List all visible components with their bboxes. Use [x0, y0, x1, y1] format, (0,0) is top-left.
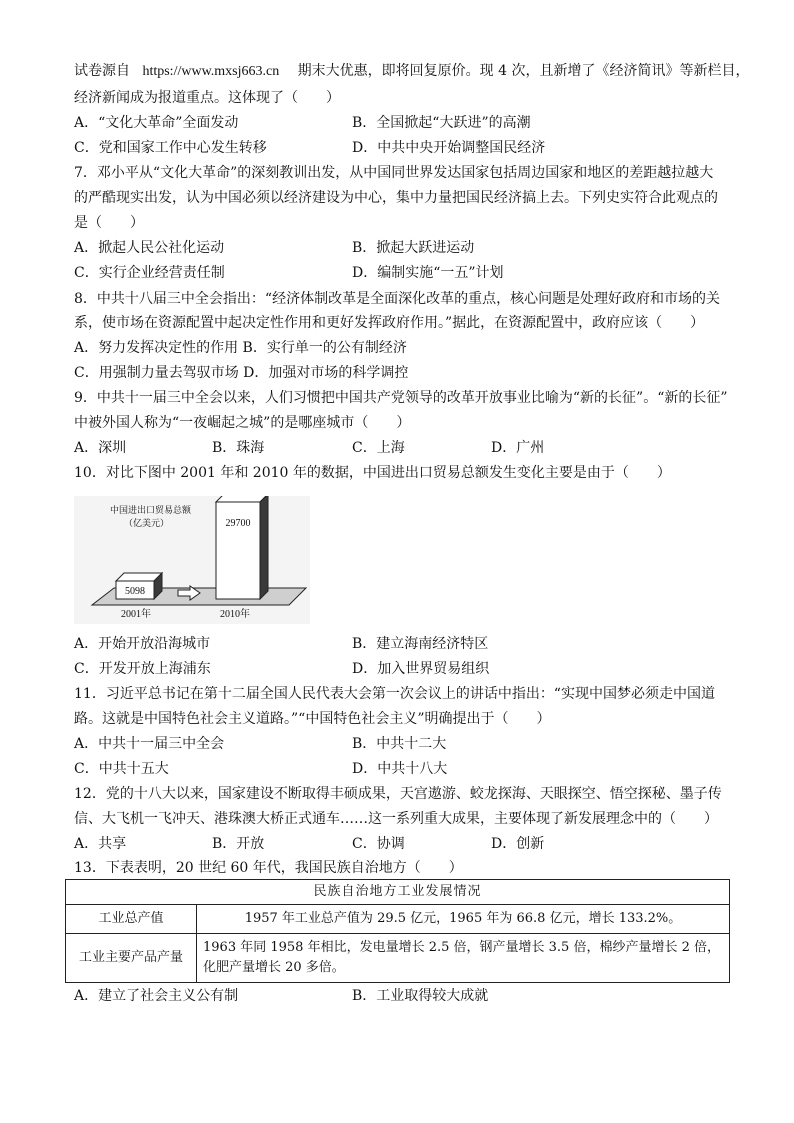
chart-unit: （亿美元）	[124, 519, 170, 529]
q7-option-a[interactable]: A．掀起人民公社化运动	[74, 240, 225, 256]
bar-value-label: 29700	[225, 517, 251, 529]
q13-option-b[interactable]: B．工业取得较大成就	[352, 988, 489, 1004]
trade-chart	[74, 496, 310, 624]
table-row	[66, 934, 730, 983]
header-line	[74, 61, 750, 82]
table-row-header: 工业总产值	[66, 905, 197, 934]
q11-option-a[interactable]: A．中共十一届三中全会	[74, 736, 225, 752]
q12-stem-line-1: 12．党的十八大以来，国家建设不断取得丰硕成果，天宫遨游、蛟龙探海、天眼探空、悟空探秘、墨子传	[74, 786, 722, 802]
q10-option-a[interactable]: A．开始开放沿海城市	[74, 636, 211, 652]
q9-stem-line-1: 9．中共十一届三中全会以来，人们习惯把中国共产党领导的改革开放事业比喻为“新的长征”。“新的长征”	[74, 390, 728, 406]
chart-title: 中国进出口贸易总额	[110, 506, 192, 516]
q11-option-c[interactable]: C．中共十五大	[74, 761, 169, 777]
q12-stem-line-2: 信、大飞机一飞冲天、港珠澳大桥正式通车……这一系列重大成果，主要体现了新发展理念中的（ ）	[74, 811, 718, 827]
table-caption: 民族自治地方工业发展情况	[66, 880, 730, 905]
q12-option-d[interactable]: D．创新	[491, 836, 545, 852]
table-row-header: 工业主要产品产量	[66, 934, 197, 983]
chart-category-label: 2001年	[121, 609, 151, 620]
industry-table	[65, 879, 730, 983]
q9-option-a[interactable]: A．深圳	[74, 440, 127, 456]
q9-stem-line-2: 中被外国人称为“一夜崛起之城”的是哪座城市（ ）	[74, 415, 411, 431]
q12-option-c[interactable]: C．协调	[352, 836, 405, 852]
q6-stem-line: 经济新闻成为报道重点。这体现了（ ）	[74, 90, 340, 106]
q11-option-b[interactable]: B．中共十二大	[352, 736, 447, 752]
q6-option-a[interactable]: A．“文化大革命”全面发动	[74, 115, 239, 131]
bar-side	[260, 496, 268, 599]
q7-stem-line-1: 7．邓小平从“文化大革命”的深刻教训出发，从中国同世界发达国家包括周边国家和地区的差距越拉越大	[74, 165, 714, 181]
chart-category-label: 2010年	[220, 609, 250, 620]
q11-stem-line-1: 11．习近平总书记在第十二届全国人民代表大会第一次会议上的讲话中指出：“实现中国梦必须走中国道	[74, 686, 715, 702]
q6-option-b[interactable]: B．全国掀起“大跃进”的高潮	[352, 115, 531, 131]
q10-option-b[interactable]: B．建立海南经济特区	[352, 636, 489, 652]
q11-option-d[interactable]: D．中共十八大	[352, 761, 448, 777]
q10-option-c[interactable]: C．开发开放上海浦东	[74, 661, 211, 677]
q12-option-a[interactable]: A．共享	[74, 836, 127, 852]
q6-option-c[interactable]: C．党和国家工作中心发生转移	[74, 140, 267, 156]
q11-stem-line-2: 路。这就是中国特色社会主义道路。”“中国特色社会主义”明确提出于（ ）	[74, 711, 551, 727]
q10-option-d[interactable]: D．加入世界贸易组织	[352, 661, 490, 677]
q8-options-ab[interactable]: A．努力发挥决定性的作用 B．实行单一的公有制经济	[74, 340, 407, 356]
q6-option-d[interactable]: D．中共中央开始调整国民经济	[352, 140, 546, 156]
q7-stem-line-2: 的严酷现实出发，认为中国必须以经济建设为中心，集中力量把国民经济搞上去。下列史实符合此观点的	[74, 190, 718, 206]
table-row	[66, 905, 730, 934]
q12-option-b[interactable]: B．开放	[212, 836, 265, 852]
table-cell: 1963 年同 1958 年相比，发电量增长 2.5 倍，钢产量增长 3.5 倍，棉纱产量增长 2 倍，化肥产量增长 20 多倍。	[197, 934, 730, 983]
q7-stem-line-3: 是（ ）	[74, 215, 144, 231]
q13-option-a[interactable]: A．建立了社会主义公有制	[74, 988, 239, 1004]
source-url[interactable]: https://www.mxsj663.cn	[142, 64, 280, 79]
q13-stem-line: 13．下表表明，20 世纪 60 年代，我国民族自治地方（ ）	[74, 860, 463, 876]
source-label: 试卷源自	[74, 63, 130, 79]
q7-option-d[interactable]: D．编制实施“一五”计划	[352, 265, 504, 281]
bar-value-label: 5098	[125, 586, 145, 597]
q9-option-c[interactable]: C．上海	[352, 440, 405, 456]
q7-option-b[interactable]: B．掀起大跃进运动	[352, 240, 475, 256]
q9-option-b[interactable]: B．珠海	[212, 440, 265, 456]
q8-stem-line-1: 8．中共十八届三中全会指出：“经济体制改革是全面深化改革的重点，核心问题是处理好政府和市场的关	[74, 291, 721, 307]
q10-stem-line: 10．对比下图中 2001 年和 2010 年的数据，中国进出口贸易总额发生变化主要是由于（ ）	[74, 465, 671, 481]
q8-stem-line-2: 系，使市场在资源配置中起决定性作用和更好发挥政府作用。”据此，在资源配置中，政府应该（ ）	[74, 315, 705, 331]
q6-stem-part: 期末大优惠，即将回复原价。现 4 次，且新增了《经济简讯》等新栏目，	[297, 63, 750, 79]
q8-options-cd[interactable]: C．用强制力量去驾驭市场 D．加强对市场的科学调控	[74, 365, 409, 381]
bar-front	[216, 502, 260, 599]
q9-option-d[interactable]: D．广州	[491, 440, 545, 456]
q7-option-c[interactable]: C．实行企业经营责任制	[74, 265, 225, 281]
table-cell: 1957 年工业总产值为 29.5 亿元，1965 年为 66.8 亿元，增长 133.2%。	[197, 905, 730, 934]
